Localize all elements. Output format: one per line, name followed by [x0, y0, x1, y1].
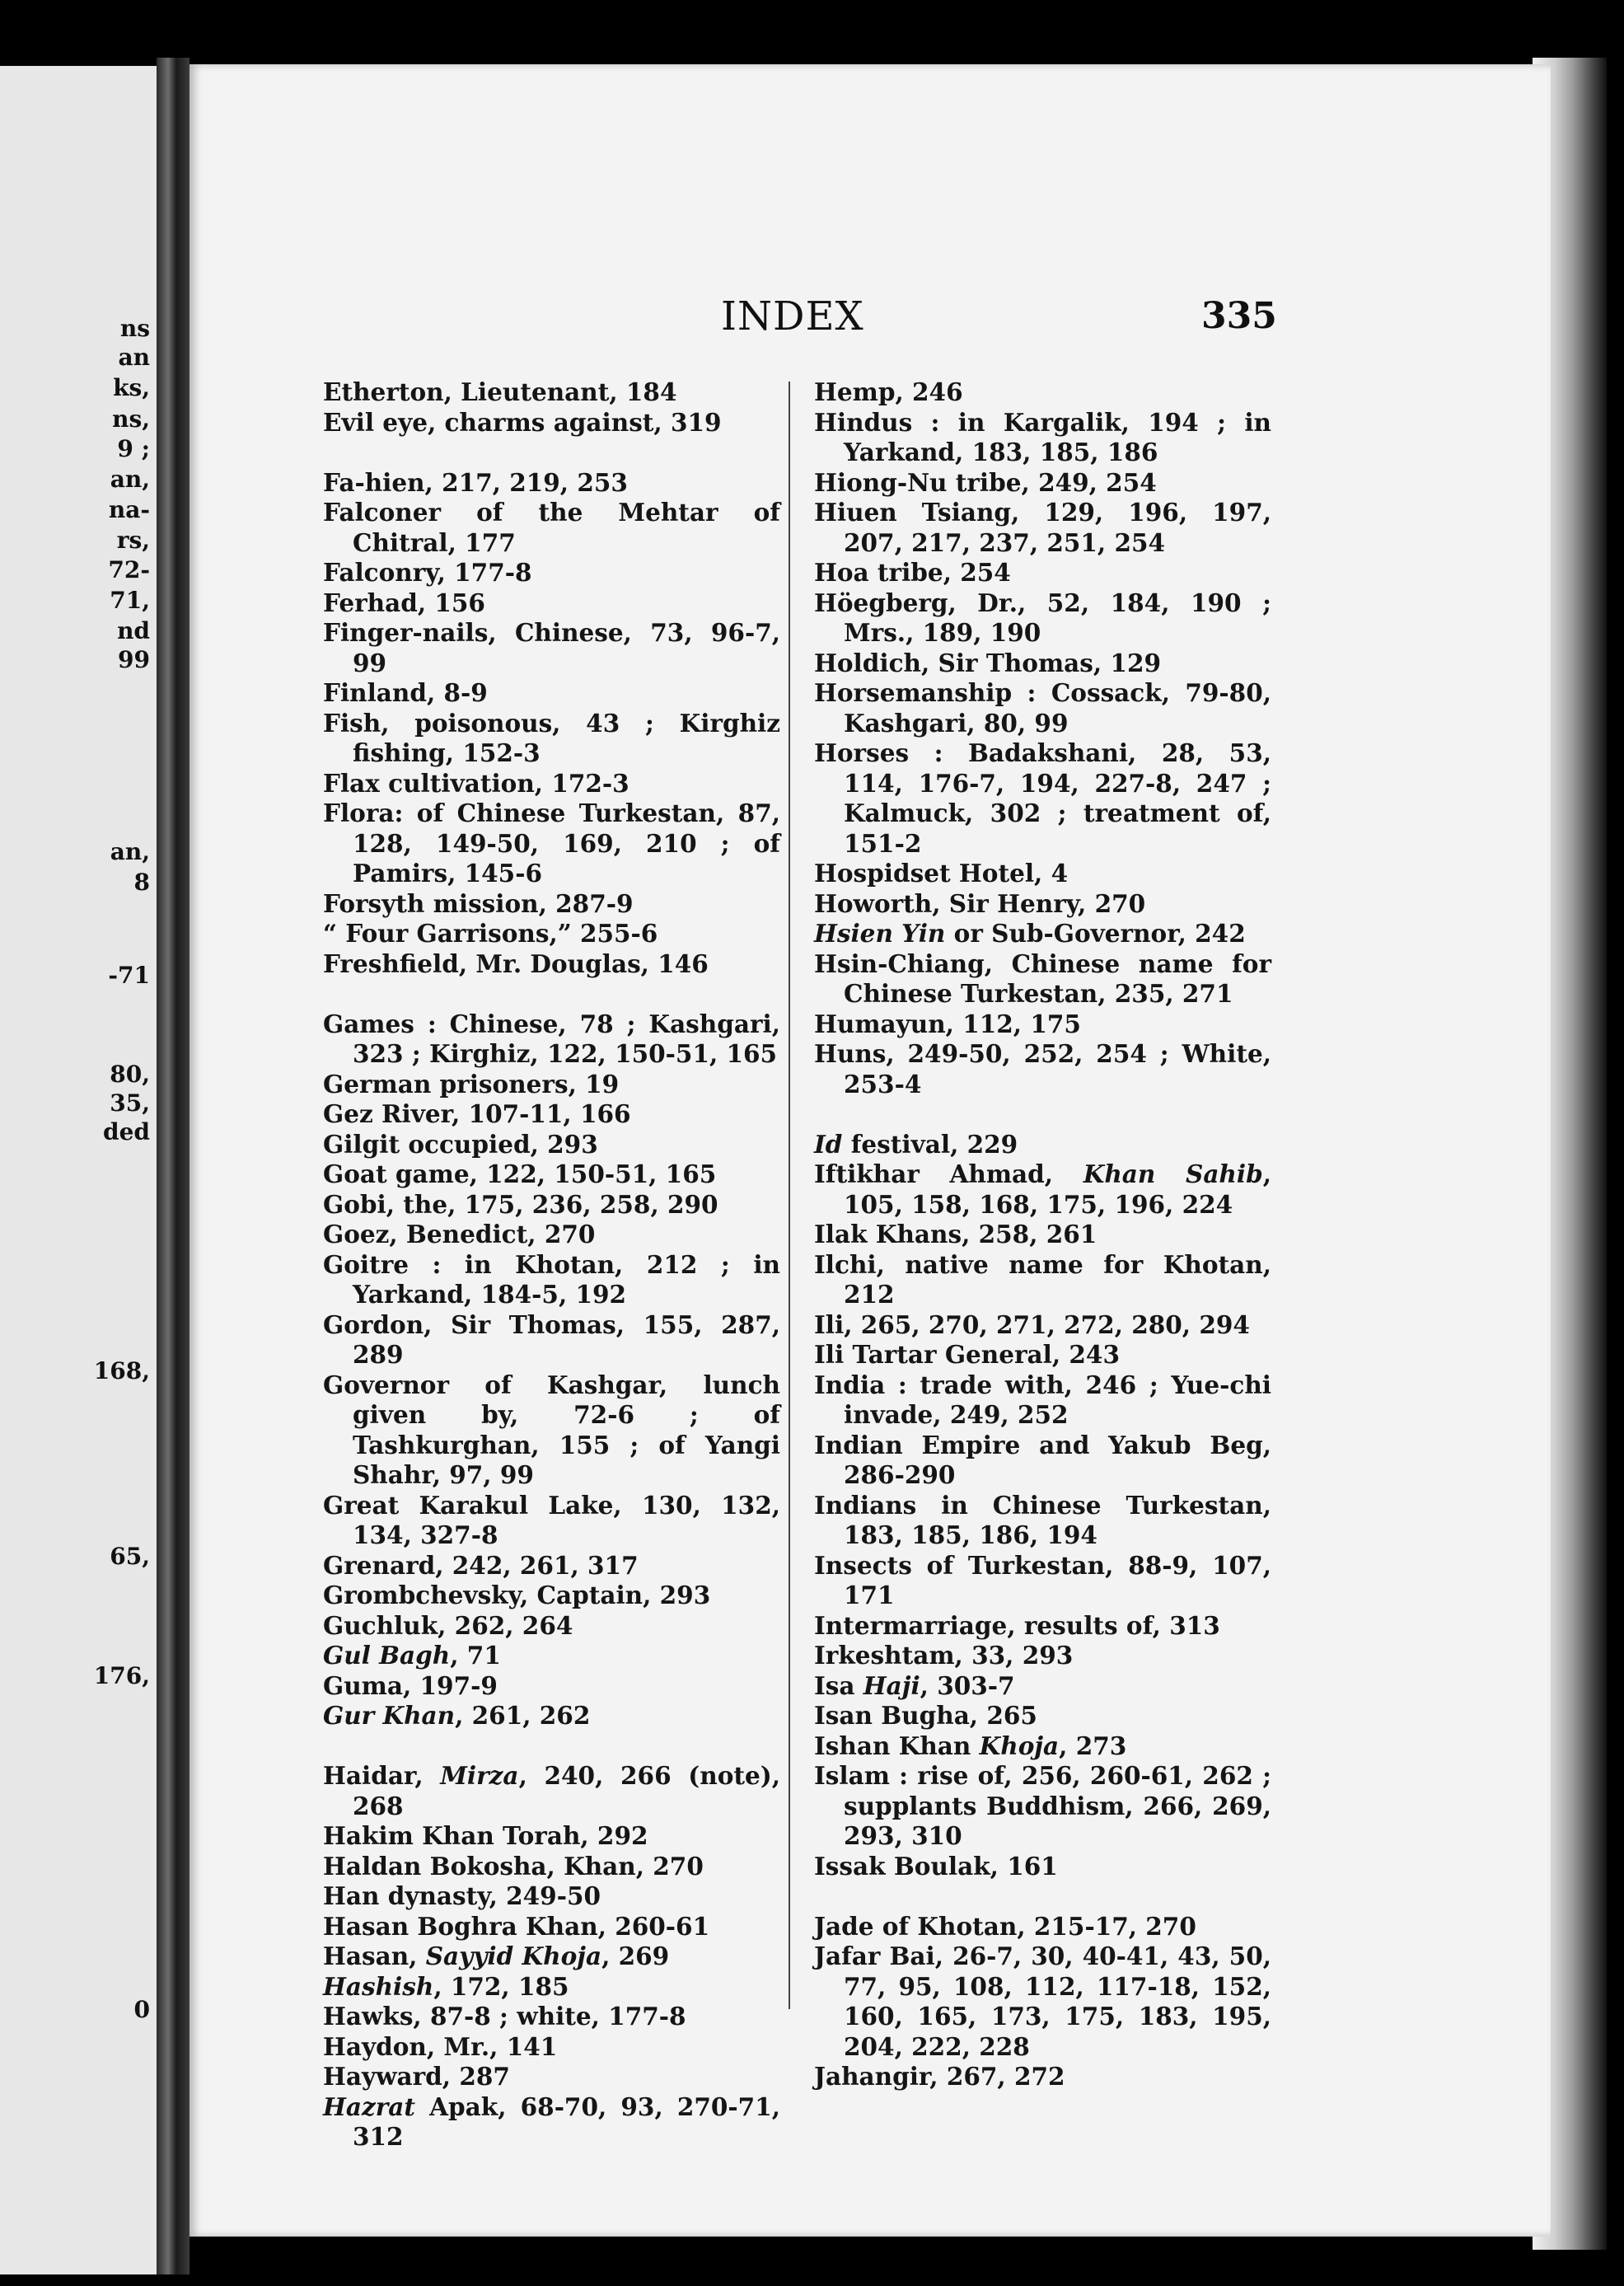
index-entry — [814, 859, 1271, 889]
index-entry-text: Hsin-Chiang, Chinese name for Chinese Turkestan, 235, 271 — [814, 949, 1271, 1008]
index-entry-text: , 303-7 — [920, 1670, 1015, 1700]
index-entry — [814, 588, 1271, 649]
index-entry — [814, 678, 1271, 738]
index-entry — [323, 1009, 780, 1070]
letter-section-gap — [814, 1099, 1271, 1130]
facing-page-fragment: na- — [108, 496, 150, 523]
index-entry — [323, 1852, 780, 1882]
index-entry — [814, 1039, 1271, 1099]
facing-page-fragment: 9 ; — [117, 435, 150, 462]
index-entry-text: Gez River, 107-11, 166 — [323, 1099, 631, 1128]
index-column-left — [323, 377, 780, 2152]
index-entry-text: Hakim Khan Torah, 292 — [323, 1821, 648, 1850]
index-entry-text: Gilgit occupied, 293 — [323, 1129, 598, 1159]
index-entry — [814, 1431, 1271, 1491]
index-entry-text: Horsemanship : Cossack, 79-80, Kashgari, 80, 99 — [814, 678, 1271, 738]
index-entry — [323, 1310, 780, 1370]
index-entry — [814, 408, 1271, 468]
index-entry — [323, 709, 780, 769]
index-entry-text: Games : Chinese, 78 ; Kashgari, 323 ; Kirghiz, 122, 150-51, 165 — [323, 1009, 780, 1068]
index-entry-text: Fa-hien, 217, 219, 253 — [323, 467, 628, 497]
facing-page-fragment: ks, — [113, 374, 150, 401]
index-entry-italic: Gur Khan — [323, 1701, 456, 1730]
index-entry-italic: Haji — [863, 1670, 920, 1700]
index-entry-text: Hospidset Hotel, 4 — [814, 859, 1069, 888]
index-entry — [323, 1130, 780, 1160]
index-entry-text: , 273 — [1059, 1731, 1127, 1760]
index-entry — [323, 1701, 780, 1731]
index-entry-text: Indians in Chinese Turkestan, 183, 185, 186, 194 — [814, 1490, 1271, 1549]
index-entry-text: Flora: of Chinese Turkestan, 87, 128, 149-50, 169, 210 ; of Pamirs, 145-6 — [323, 799, 780, 888]
index-entry-text: Grenard, 242, 261, 317 — [323, 1550, 639, 1580]
index-entry-text: or Sub-Governor, 242 — [945, 919, 1246, 948]
index-entry — [814, 1250, 1271, 1310]
index-entry-text: Goat game, 122, 150-51, 165 — [323, 1159, 717, 1188]
index-column-right — [814, 377, 1271, 2092]
index-entry-text: Falconer of the Mehtar of Chitral, 177 — [323, 498, 780, 557]
page-title: INDEX — [721, 293, 864, 340]
index-entry — [323, 799, 780, 889]
index-entry — [814, 1912, 1271, 1942]
index-entry — [323, 1190, 780, 1220]
facing-page-fragment: rs, — [116, 527, 150, 554]
index-entry-text: Haldan Bokosha, Khan, 270 — [323, 1851, 704, 1881]
index-entry-text: Isan Bugha, 265 — [814, 1701, 1037, 1730]
index-entry — [323, 1370, 780, 1491]
index-entry — [323, 949, 780, 980]
page-number: 335 — [1201, 295, 1277, 337]
index-entry — [814, 649, 1271, 679]
index-entry — [323, 1070, 780, 1100]
index-entry-italic: Sayyid Khoja — [425, 1942, 602, 1970]
index-entry — [323, 1641, 780, 1671]
column-divider — [789, 382, 790, 2009]
index-entry-text: , 269 — [601, 1942, 670, 1970]
index-entry-text: Hasan Boghra Khan, 260-61 — [323, 1911, 710, 1941]
index-entry — [323, 2062, 780, 2092]
index-entry-text: Jafar Bai, 26-7, 30, 40-41, 43, 50, 77, 95, 108, 112, 117-18, 152, 160, 165, 173, 175, 183, 195, 204, 222, 228 — [814, 1942, 1271, 2061]
index-entry — [814, 1761, 1271, 1852]
index-entry — [323, 1099, 780, 1130]
index-entry-text: , 105, 158, 168, 175, 196, 224 — [844, 1159, 1271, 1219]
index-entry-text: Hayward, 287 — [323, 2062, 510, 2091]
running-head — [190, 293, 1551, 343]
facing-page-fragment: nd — [117, 617, 150, 644]
facing-page-fragment: 72- — [108, 556, 150, 583]
index-entry — [814, 1731, 1271, 1762]
index-entry-text: Apak, 68-70, 93, 270-71, 312 — [353, 2092, 780, 2151]
index-entry — [323, 1159, 780, 1190]
index-entry — [814, 558, 1271, 588]
index-entry — [323, 618, 780, 678]
facing-page-fragment: 65, — [110, 1543, 150, 1570]
index-entry-text: Haydon, Mr., 141 — [323, 2031, 558, 2061]
facing-page-fragment: 168, — [93, 1357, 150, 1384]
index-entry — [814, 1220, 1271, 1250]
index-entry — [323, 1761, 780, 1821]
index-entry — [814, 1701, 1271, 1731]
index-entry-text: Ferhad, 156 — [323, 588, 485, 617]
facing-page-fragment: an — [118, 344, 150, 371]
index-entry-text: Han dynasty, 249-50 — [323, 1881, 601, 1910]
index-entry-text: Ilchi, native name for Khotan, 212 — [814, 1249, 1271, 1309]
index-entry — [814, 1491, 1271, 1551]
index-entry — [814, 1611, 1271, 1642]
facing-page-fragment: 99 — [118, 646, 150, 673]
index-entry — [323, 1972, 780, 2003]
index-entry-text: Etherton, Lieutenant, 184 — [323, 377, 677, 406]
index-entry-text: Falconry, 177-8 — [323, 558, 532, 587]
index-entry — [323, 377, 780, 408]
index-entry — [323, 1250, 780, 1310]
index-entry — [323, 2002, 780, 2032]
index-entry-text: Hiuen Tsiang, 129, 196, 197, 207, 217, 237, 251, 254 — [814, 498, 1271, 557]
index-entry — [814, 498, 1271, 558]
index-entry — [323, 408, 780, 438]
index-entry — [323, 1671, 780, 1702]
facing-page-fragment: ded — [103, 1118, 150, 1145]
index-entry-italic: Gul Bagh — [323, 1641, 451, 1670]
index-entry-text: India : trade with, 246 ; Yue-chi invade, 249, 252 — [814, 1370, 1271, 1429]
index-entry-text: Freshfield, Mr. Douglas, 146 — [323, 949, 709, 978]
index-entry-text: Intermarriage, results of, 313 — [814, 1610, 1220, 1640]
index-entry-text: Gobi, the, 175, 236, 258, 290 — [323, 1189, 718, 1219]
index-entry — [814, 1551, 1271, 1611]
index-entry-text: Höegberg, Dr., 52, 184, 190 ; Mrs., 189, 190 — [814, 588, 1271, 647]
index-entry-text: Fish, poisonous, 43 ; Kirghiz fishing, 152-3 — [323, 708, 780, 767]
index-entry — [814, 1641, 1271, 1671]
index-entry — [814, 1340, 1271, 1370]
index-entry-text: Guchluk, 262, 264 — [323, 1610, 573, 1640]
index-entry — [814, 1370, 1271, 1431]
index-entry — [814, 1310, 1271, 1341]
index-entry — [323, 678, 780, 709]
index-entry-text: Finland, 8-9 — [323, 678, 488, 707]
index-entry-text: Howorth, Sir Henry, 270 — [814, 888, 1146, 918]
index-entry-text: German prisoners, 19 — [323, 1069, 620, 1098]
index-entry-text: Guma, 197-9 — [323, 1670, 498, 1700]
index-entry-italic: Khoja — [979, 1731, 1060, 1760]
book-gutter — [157, 58, 190, 2274]
index-entry — [814, 1852, 1271, 1882]
index-entry-text: Isa — [814, 1670, 863, 1700]
index-entry — [323, 1581, 780, 1611]
index-entry — [814, 1671, 1271, 1702]
index-entry-italic: Khan Sahib — [1083, 1159, 1263, 1188]
facing-page-fragment: 0 — [133, 1996, 150, 2023]
index-entry-text: “ Four Garrisons,” 255-6 — [323, 919, 658, 948]
index-entry — [814, 1942, 1271, 2062]
index-entry-text: , 71 — [450, 1641, 501, 1670]
letter-section-gap — [323, 438, 780, 468]
index-page — [190, 64, 1551, 2237]
index-entry-text: Governor of Kashgar, lunch given by, 72-6 ; of Tashkurghan, 155 ; of Yangi Shahr, 97, 99 — [323, 1370, 780, 1489]
index-entry — [323, 1220, 780, 1250]
facing-page-fragment: ns, — [112, 405, 150, 433]
index-entry — [814, 1159, 1271, 1220]
index-entry — [814, 377, 1271, 408]
index-entry — [323, 2092, 780, 2152]
index-entry-text: , 240, 266 (note), 268 — [353, 1761, 780, 1820]
facing-page-fragment: an, — [110, 466, 150, 493]
index-entry — [323, 588, 780, 619]
index-entry-text: Hawks, 87-8 ; white, 177-8 — [323, 2002, 686, 2031]
index-entry-text: Grombchevsky, Captain, 293 — [323, 1581, 711, 1609]
index-entry-text: Haidar, — [323, 1761, 441, 1790]
index-entry-text: Hasan, — [323, 1942, 426, 1970]
index-entry-text: Goitre : in Khotan, 212 ; in Yarkand, 184-5, 192 — [323, 1249, 780, 1309]
index-entry-text: Iftikhar Ahmad, — [814, 1159, 1083, 1188]
index-entry — [323, 1881, 780, 1912]
index-entry — [323, 468, 780, 499]
letter-section-gap — [814, 1881, 1271, 1912]
index-entry-text: Great Karakul Lake, 130, 132, 134, 327-8 — [323, 1490, 780, 1549]
index-entry-text: Goez, Benedict, 270 — [323, 1220, 596, 1248]
index-entry-text: Flax cultivation, 172-3 — [323, 768, 629, 798]
index-entry-text: Horses : Badakshani, 28, 53, 114, 176-7, 194, 227-8, 247 ; Kalmuck, 302 ; treatment of, 151-2 — [814, 738, 1271, 858]
index-entry-italic: Id — [814, 1129, 843, 1159]
index-entry-text: Huns, 249-50, 252, 254 ; White, 253-4 — [814, 1039, 1271, 1098]
index-entry-text: Islam : rise of, 256, 260-61, 262 ; supplants Buddhism, 266, 269, 293, 310 — [814, 1761, 1271, 1850]
index-entry-text: Finger-nails, Chinese, 73, 96-7, 99 — [323, 618, 780, 677]
index-entry — [814, 919, 1271, 949]
index-entry — [814, 2062, 1271, 2092]
index-entry — [323, 769, 780, 799]
index-entry — [323, 558, 780, 588]
facing-page-fragment: 35, — [110, 1089, 150, 1117]
index-entry-text: Forsyth mission, 287-9 — [323, 888, 634, 918]
facing-page-fragment: 71, — [110, 587, 150, 614]
index-entry-text: Jahangir, 267, 272 — [814, 2062, 1065, 2091]
letter-section-gap — [323, 979, 780, 1009]
index-entry-text: , 261, 262 — [455, 1701, 591, 1730]
index-entry-italic: Hazrat — [323, 2092, 416, 2121]
index-entry-text: Ishan Khan — [814, 1731, 980, 1760]
index-entry — [323, 1912, 780, 1942]
index-entry-text: Holdich, Sir Thomas, 129 — [814, 648, 1161, 677]
index-entry-text: festival, 229 — [842, 1129, 1018, 1159]
facing-page-fragment: an, — [110, 838, 150, 865]
index-entry — [814, 738, 1271, 859]
facing-page-fragment: 80, — [110, 1061, 150, 1088]
index-entry-text: Issak Boulak, 161 — [814, 1851, 1058, 1881]
index-entry-text: Ili, 265, 270, 271, 272, 280, 294 — [814, 1309, 1250, 1339]
index-entry-text: , 172, 185 — [433, 1971, 569, 2001]
letter-section-gap — [323, 1731, 780, 1762]
index-entry-text: Ilak Khans, 258, 261 — [814, 1220, 1097, 1248]
index-entry-text: Hemp, 246 — [814, 377, 963, 406]
index-entry-text: Ili Tartar General, 243 — [814, 1340, 1120, 1369]
index-entry-italic: Hsien Yin — [814, 919, 946, 948]
index-entry-text: Hiong-Nu tribe, 249, 254 — [814, 467, 1157, 497]
index-entry-text: Irkeshtam, 33, 293 — [814, 1641, 1074, 1670]
index-entry-text: Humayun, 112, 175 — [814, 1009, 1081, 1038]
index-entry — [323, 1821, 780, 1852]
index-entry — [323, 1611, 780, 1642]
index-entry-text: Jade of Khotan, 215-17, 270 — [814, 1911, 1196, 1941]
facing-page-fragment: 176, — [93, 1662, 150, 1689]
index-entry — [814, 1130, 1271, 1160]
index-entry — [323, 919, 780, 949]
index-entry-italic: Hashish — [323, 1971, 434, 2001]
facing-page-edge — [0, 66, 157, 2274]
index-entry-text: Evil eye, charms against, 319 — [323, 407, 722, 437]
index-entry-text: Hoa tribe, 254 — [814, 558, 1011, 587]
index-entry — [323, 2032, 780, 2063]
index-entry — [323, 1491, 780, 1551]
facing-page-fragment: ns — [119, 315, 150, 342]
index-entry — [323, 889, 780, 920]
index-entry — [323, 1942, 780, 1972]
facing-page-fragment: -71 — [108, 962, 150, 989]
index-entry — [814, 949, 1271, 1009]
index-entry-text: Indian Empire and Yakub Beg, 286-290 — [814, 1430, 1271, 1489]
index-entry — [323, 498, 780, 558]
index-entry-text: Hindus : in Kargalik, 194 ; in Yarkand, 183, 185, 186 — [814, 407, 1271, 466]
index-entry — [814, 1009, 1271, 1040]
index-entry — [814, 889, 1271, 920]
index-entry-text: Insects of Turkestan, 88-9, 107, 171 — [814, 1550, 1271, 1609]
index-entry — [814, 468, 1271, 499]
index-entry-italic: Mirza — [440, 1761, 519, 1790]
index-entry — [323, 1551, 780, 1581]
index-entry-text: Gordon, Sir Thomas, 155, 287, 289 — [323, 1309, 780, 1369]
facing-page-fragment: 8 — [133, 869, 150, 896]
